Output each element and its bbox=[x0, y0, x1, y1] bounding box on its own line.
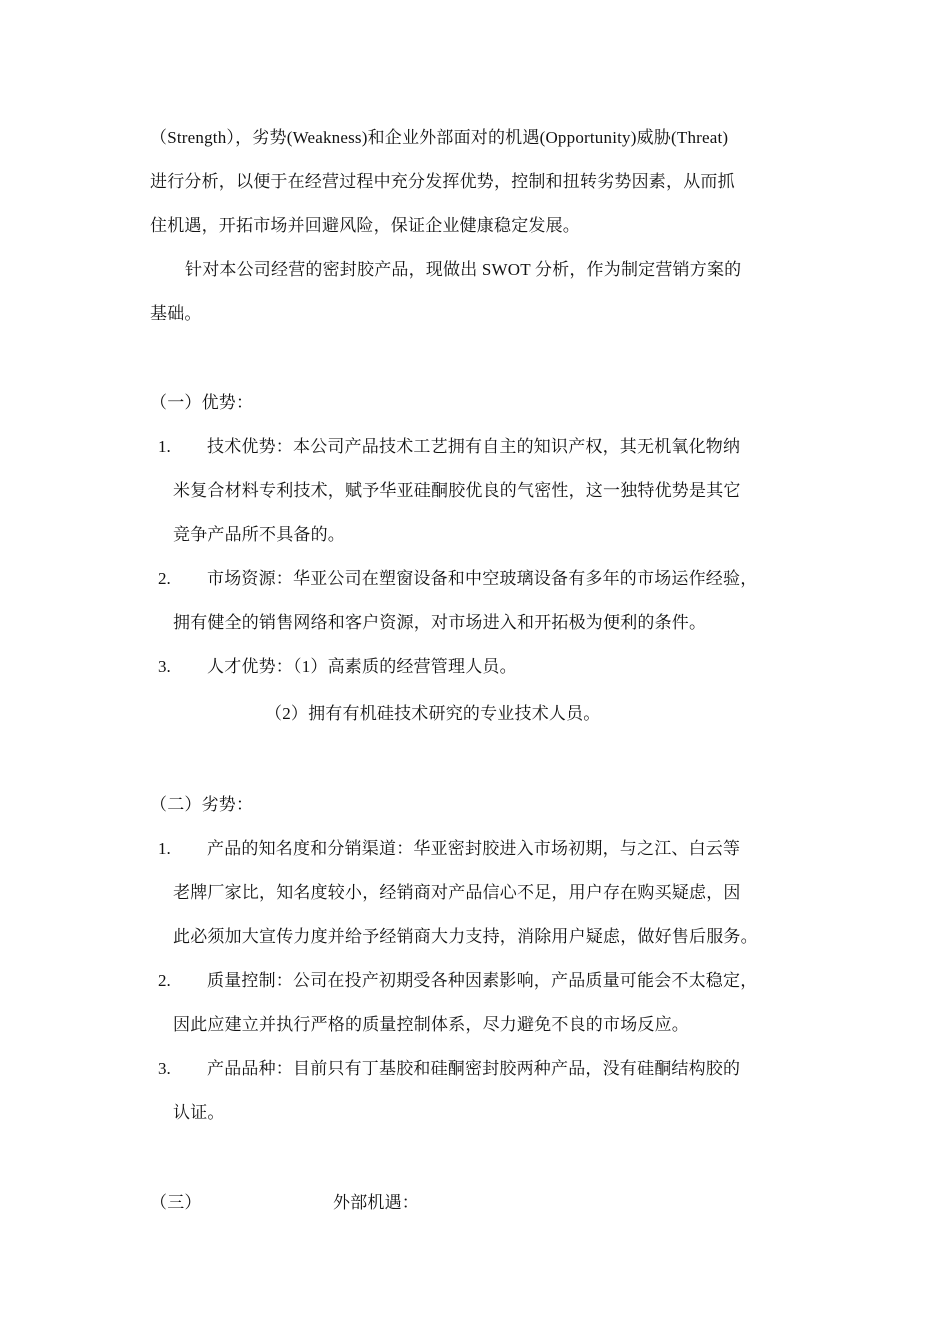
intro-line-2: 进行分析，以便于在经营过程中充分发挥优势，控制和扭转劣势因素，从而抓 bbox=[150, 172, 735, 191]
section2-heading: （二）劣势： bbox=[150, 795, 254, 814]
section2-item3-line-2: 认证。 bbox=[173, 1103, 225, 1122]
section2-item1-number: 1. bbox=[158, 839, 171, 858]
section1-item2-line-2: 拥有健全的销售网络和客户资源，对市场进入和开拓极为便利的条件。 bbox=[173, 613, 707, 632]
section2-item3-line-1: 产品品种：目前只有丁基胶和硅酮密封胶两种产品，没有硅酮结构胶的 bbox=[207, 1059, 741, 1078]
section2-item1-line-2: 老牌厂家比，知名度较小，经销商对产品信心不足，用户存在购买疑虑，因 bbox=[173, 883, 741, 902]
section2-item2-line-1: 质量控制：公司在投产初期受各种因素影响，产品质量可能会不太稳定， bbox=[207, 971, 758, 990]
intro-line-3: 住机遇，开拓市场并回避风险，保证企业健康稳定发展。 bbox=[150, 216, 580, 235]
section1-item3-line-1: 人才优势：（1）高素质的经营管理人员。 bbox=[207, 657, 517, 676]
section1-item2-line-1: 市场资源：华亚公司在塑窗设备和中空玻璃设备有多年的市场运作经验， bbox=[207, 569, 758, 588]
section1-item1-number: 1. bbox=[158, 437, 171, 456]
section1-item3-number: 3. bbox=[158, 657, 171, 676]
section3-label: （三） bbox=[150, 1193, 202, 1212]
intro-line-1: （Strength），劣势(Weakness)和企业外部面对的机遇(Opportunity)威胁(Threat) bbox=[150, 128, 729, 147]
section2-item3-number: 3. bbox=[158, 1059, 171, 1078]
para2-line-2: 基础。 bbox=[150, 304, 202, 323]
section2-item2-number: 2. bbox=[158, 971, 171, 990]
section2-item2-line-2: 因此应建立并执行严格的质量控制体系，尽力避免不良的市场反应。 bbox=[173, 1015, 689, 1034]
section3-heading: 外部机遇： bbox=[333, 1193, 419, 1212]
section1-item2-number: 2. bbox=[158, 569, 171, 588]
section1-heading: （一）优势： bbox=[150, 393, 254, 412]
section2-item1-line-3: 此必须加大宣传力度并给予经销商大力支持，消除用户疑虑，做好售后服务。 bbox=[173, 927, 758, 946]
section2-item1-line-1: 产品的知名度和分销渠道：华亚密封胶进入市场初期，与之江、白云等 bbox=[207, 839, 741, 858]
para2-line-1: 针对本公司经营的密封胶产品，现做出 SWOT 分析，作为制定营销方案的 bbox=[185, 260, 742, 279]
section1-item1-line-2: 米复合材料专利技术，赋予华亚硅酮胶优良的气密性，这一独特优势是其它 bbox=[173, 481, 741, 500]
section1-item1-line-1: 技术优势：本公司产品技术工艺拥有自主的知识产权，其无机氧化物纳 bbox=[207, 437, 741, 456]
section1-item1-line-3: 竞争产品所不具备的。 bbox=[173, 525, 345, 544]
section1-item3-line-2: （2）拥有有机硅技术研究的专业技术人员。 bbox=[265, 704, 601, 723]
